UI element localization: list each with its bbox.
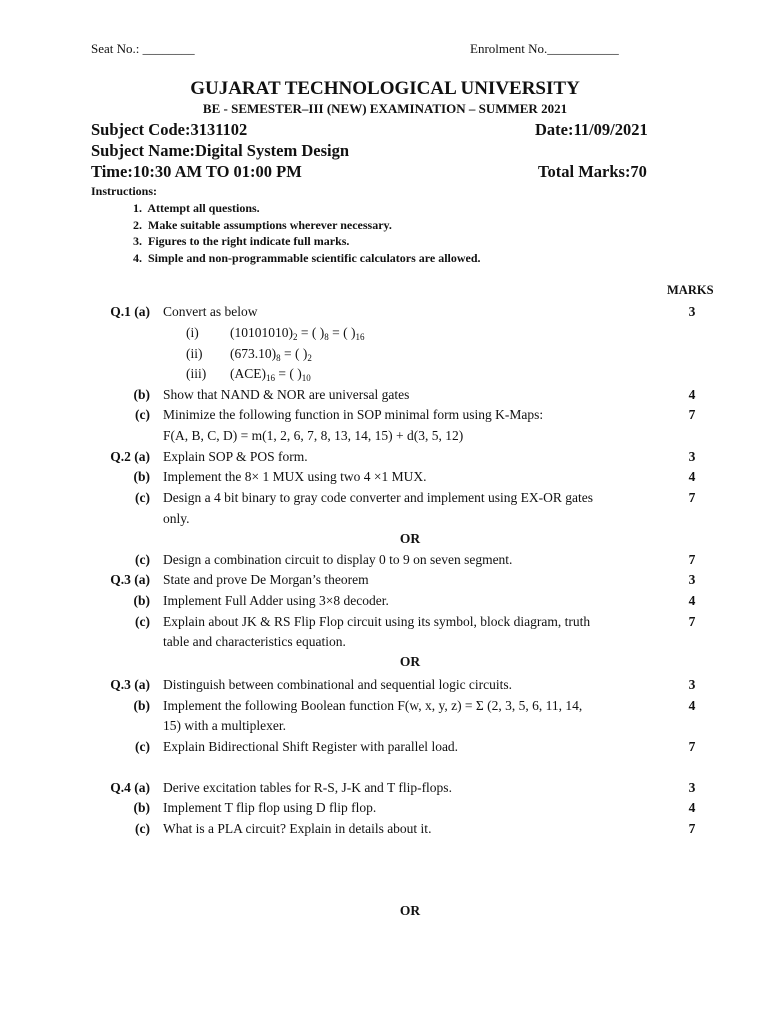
- q2c-label: (c): [135, 490, 150, 505]
- q2c-alt-text: Design a combination circuit to display 0 to 9 on seven segment.: [163, 552, 513, 567]
- q1a-text: Convert as below: [163, 304, 258, 319]
- q4c-text: What is a PLA circuit? Explain in details about it.: [163, 821, 432, 836]
- q1b-text: Show that NAND & NOR are universal gates: [163, 387, 410, 402]
- q2c-text2: only.: [163, 511, 190, 526]
- q3alt-c-label: (c): [135, 739, 150, 754]
- q1a-sub-num: (iii): [186, 366, 207, 381]
- q1c-marks: 7: [688, 407, 696, 422]
- exam-date: Date:11/09/2021: [535, 120, 648, 139]
- q2b-marks: 4: [688, 469, 696, 484]
- q4b-label: (b): [133, 800, 150, 815]
- q3alt-b-text2: 15) with a multiplexer.: [163, 718, 286, 733]
- subject-code: Subject Code:3131102: [91, 120, 248, 139]
- q2c-marks: 7: [688, 490, 696, 505]
- q2b-text: Implement the 8× 1 MUX using two 4 ×1 MUX.: [163, 469, 427, 484]
- instructions-label: Instructions:: [91, 184, 158, 198]
- q1b-marks: 4: [688, 387, 696, 402]
- q3c-marks: 7: [688, 614, 696, 629]
- university-title: GUJARAT TECHNOLOGICAL UNIVERSITY: [190, 78, 580, 99]
- total-marks: Total Marks:70: [538, 162, 647, 181]
- q2c-alt-label: (c): [135, 552, 150, 567]
- q1a-sub-expr: $(10101010)_2$ = ( )$_8$ = ( )$_{16}$: [230, 325, 365, 342]
- q3alt-c-marks: 7: [688, 739, 696, 754]
- instruction-item: 2. Make suitable assumptions wherever necessary.: [133, 218, 392, 232]
- q1b-label: (b): [133, 387, 150, 402]
- q2c-alt-marks: 7: [688, 552, 696, 567]
- q1a-sub-num: (ii): [186, 346, 203, 361]
- q3alt-a-label: Q.3 (a): [110, 677, 150, 692]
- q4b-text: Implement T flip flop using D flip flop.: [163, 800, 377, 815]
- q2a-text: Explain SOP & POS form.: [163, 449, 308, 464]
- q1a-sub-expr: $(673.10)_8$ = ( )$_2$: [230, 346, 312, 363]
- q1c-text2: F(A, B, C, D) = m(1, 2, 6, 7, 8, 13, 14, 15) + d(3, 5, 12): [163, 428, 464, 443]
- seat-no: Seat No.: ________: [91, 41, 195, 56]
- q2c-text: Design a 4 bit binary to gray code converter and implement using EX-OR gates: [163, 490, 594, 505]
- q1a-label: Q.1 (a): [110, 304, 150, 319]
- exam-time: Time:10:30 AM TO 01:00 PM: [91, 162, 302, 181]
- q1a-marks: 3: [688, 304, 696, 319]
- q3a-marks: 3: [688, 572, 696, 587]
- instruction-item: 4. Simple and non-programmable scientific calculators are allowed.: [133, 251, 481, 265]
- q3b-text: Implement Full Adder using 3×8 decoder.: [163, 593, 389, 608]
- q4a-label: Q.4 (a): [110, 780, 150, 795]
- q3alt-b-marks: 4: [688, 698, 696, 713]
- q3alt-c-text: Explain Bidirectional Shift Register with parallel load.: [163, 739, 459, 754]
- q2a-label: Q.2 (a): [110, 449, 150, 464]
- q1c-text: Minimize the following function in SOP minimal form using K-Maps:: [163, 407, 544, 422]
- enrolment-no: Enrolment No.___________: [470, 41, 619, 56]
- q3a-label: Q.3 (a): [110, 572, 150, 587]
- q1a-sub-expr: $(ACE)_{16}$ = ( )$_{10}$: [230, 366, 311, 383]
- q1a-sub-num: (i): [186, 325, 199, 340]
- q4c-marks: 7: [688, 821, 696, 836]
- q3b-marks: 4: [688, 593, 696, 608]
- marks-header: MARKS: [667, 283, 714, 297]
- q3b-label: (b): [133, 593, 150, 608]
- or-separator: OR: [399, 903, 421, 918]
- q3alt-b-label: (b): [133, 698, 150, 713]
- instruction-item: 3. Figures to the right indicate full marks.: [133, 234, 350, 248]
- or-separator: OR: [399, 531, 421, 546]
- exam-title: BE - SEMESTER–III (NEW) EXAMINATION – SUMMER 2021: [202, 101, 568, 116]
- q3alt-b-text: Implement the following Boolean function F(w, x, y, z) = Σ (2, 3, 5, 6, 11, 14,: [163, 698, 583, 713]
- q4c-label: (c): [135, 821, 150, 836]
- q3a-text: State and prove De Morgan’s theorem: [163, 572, 369, 587]
- instruction-item: 1. Attempt all questions.: [133, 201, 260, 215]
- q1c-label: (c): [135, 407, 150, 422]
- or-separator: OR: [399, 654, 421, 669]
- q4a-text: Derive excitation tables for R-S, J-K and T flip-flops.: [163, 780, 452, 795]
- q4b-marks: 4: [688, 800, 696, 815]
- q2b-label: (b): [133, 469, 150, 484]
- q3alt-a-marks: 3: [688, 677, 696, 692]
- q2a-marks: 3: [688, 449, 696, 464]
- q4a-marks: 3: [688, 780, 696, 795]
- q3c-label: (c): [135, 614, 150, 629]
- q3c-text: Explain about JK & RS Flip Flop circuit using its symbol, block diagram, truth: [163, 614, 591, 629]
- subject-name: Subject Name:Digital System Design: [91, 141, 350, 160]
- q3alt-a-text: Distinguish between combinational and sequential logic circuits.: [163, 677, 513, 692]
- q3c-text2: table and characteristics equation.: [163, 634, 346, 649]
